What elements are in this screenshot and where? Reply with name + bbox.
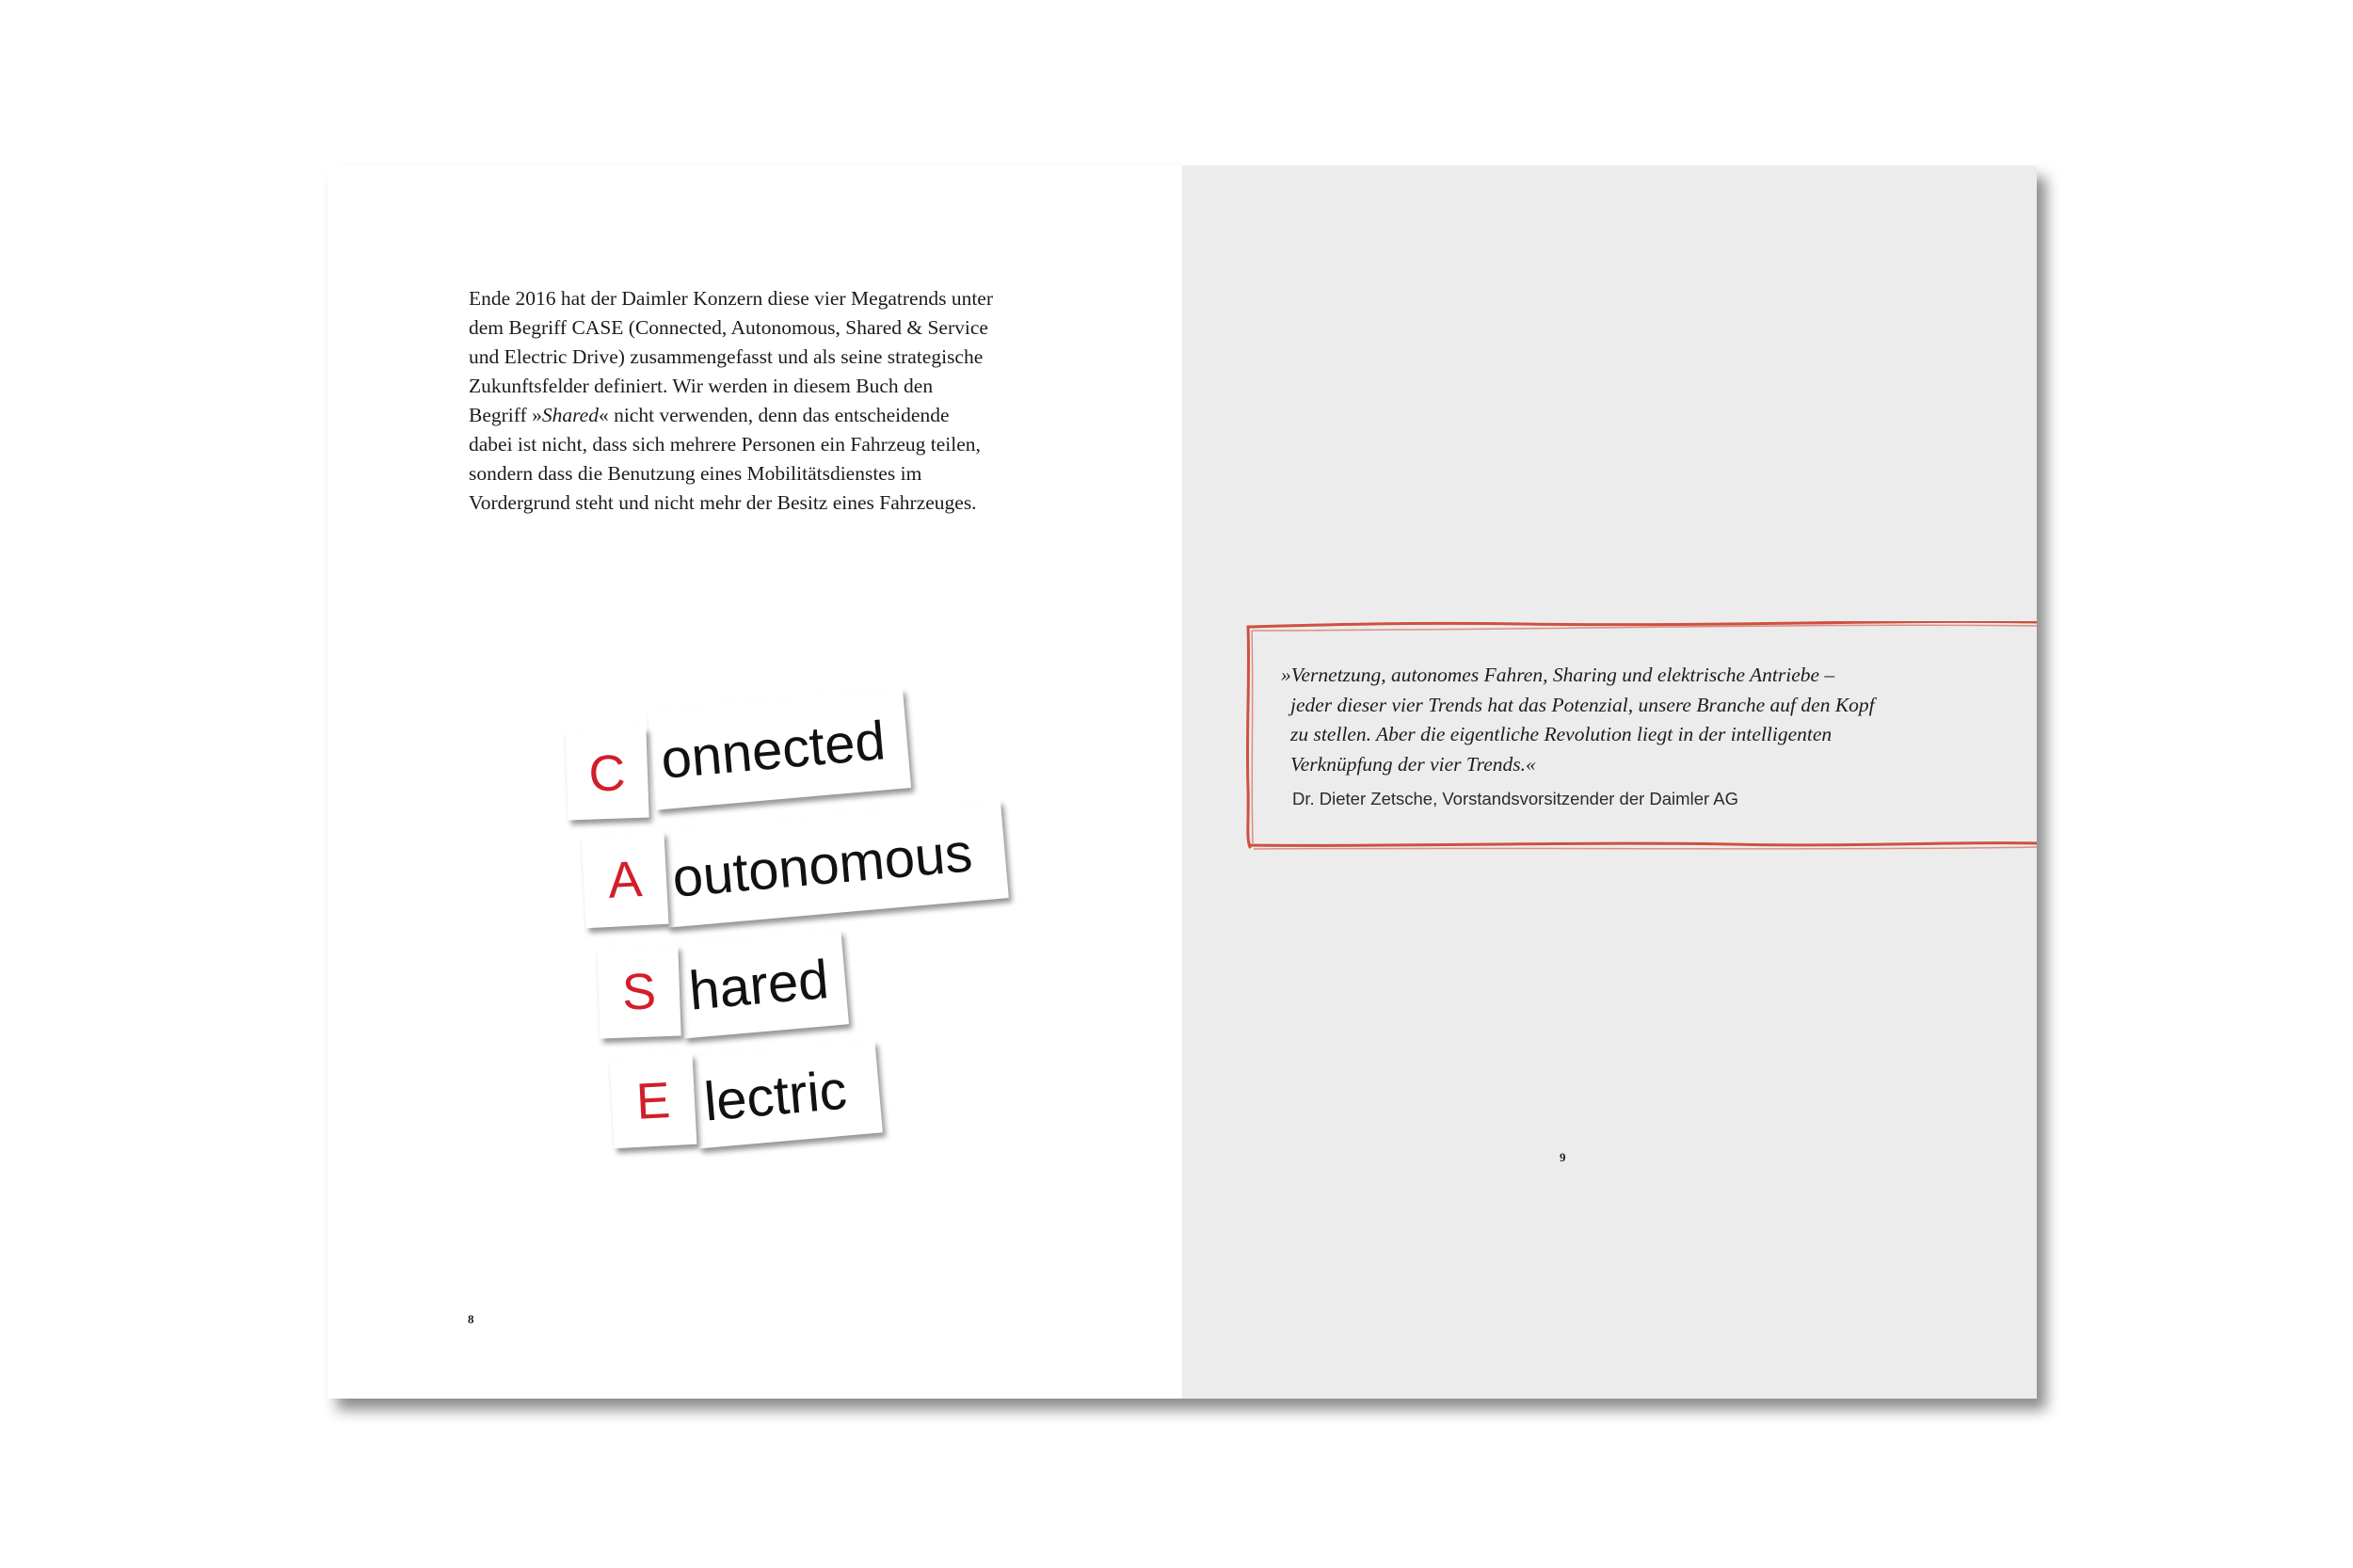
paragraph-line: Zukunftsfelder definiert. Wir werden in diesem Buch den [469, 375, 934, 397]
word-rest: outonomous [669, 821, 975, 909]
paragraph-line: dem Begriff CASE (Connected, Autonomous, Shared & Service [469, 316, 988, 339]
word-rest: onnected [658, 709, 888, 791]
paragraph-line [469, 401, 1071, 430]
letter-card-e [610, 1054, 697, 1148]
letter-card-c [565, 728, 648, 821]
paragraph-line-end: « nicht verwenden, denn das entscheidende [598, 404, 950, 426]
letter: C [587, 744, 627, 803]
paragraph-line: Ende 2016 hat der Daimler Konzern diese vier Megatrends unter [469, 287, 994, 310]
quote-box [1242, 621, 2037, 851]
shared-term: Shared [541, 404, 599, 426]
letter: S [620, 963, 658, 1021]
quote-line: Verknüpfung der vier Trends.« [1290, 752, 1536, 776]
letter-card-a [581, 832, 668, 928]
page-number-right: 9 [1560, 1150, 1566, 1164]
quote-attribution: Dr. Dieter Zetsche, Vorstandsvorsitzender der Daimler AG [1292, 789, 1738, 808]
page-number-left: 8 [468, 1312, 474, 1326]
paragraph-line-start: Begriff » [469, 404, 542, 426]
quote-line: jeder dieser vier Trends hat das Potenzial, unsere Branche auf den Kopf [1290, 693, 1875, 716]
paragraph-line: und Electric Drive) zusammengefasst und als seine strategische [469, 345, 984, 368]
word-rest: hared [686, 948, 831, 1022]
letter-card-s [597, 946, 680, 1039]
word-rest: lectric [701, 1059, 850, 1133]
word-card-electric [691, 1041, 883, 1149]
quote-line: »Vernetzung, autonomes Fahren, Sharing und elektrische Antriebe – [1281, 664, 1835, 686]
word-card-shared [676, 931, 849, 1039]
letter: E [634, 1072, 672, 1130]
body-paragraph [469, 284, 1071, 518]
quote-text [1281, 661, 1996, 779]
paragraph-line: sondern dass die Benutzung eines Mobilitätsdienstes im [469, 462, 922, 485]
paragraph-line: dabei ist nicht, dass sich mehrere Personen ein Fahrzeug teilen, [469, 433, 981, 456]
letter: A [606, 851, 644, 909]
quote-line: zu stellen. Aber die eigentliche Revolution liegt in der intelligenten [1290, 723, 1833, 745]
paragraph-line: Vordergrund steht und nicht mehr der Besitz eines Fahrzeuges. [469, 491, 977, 514]
